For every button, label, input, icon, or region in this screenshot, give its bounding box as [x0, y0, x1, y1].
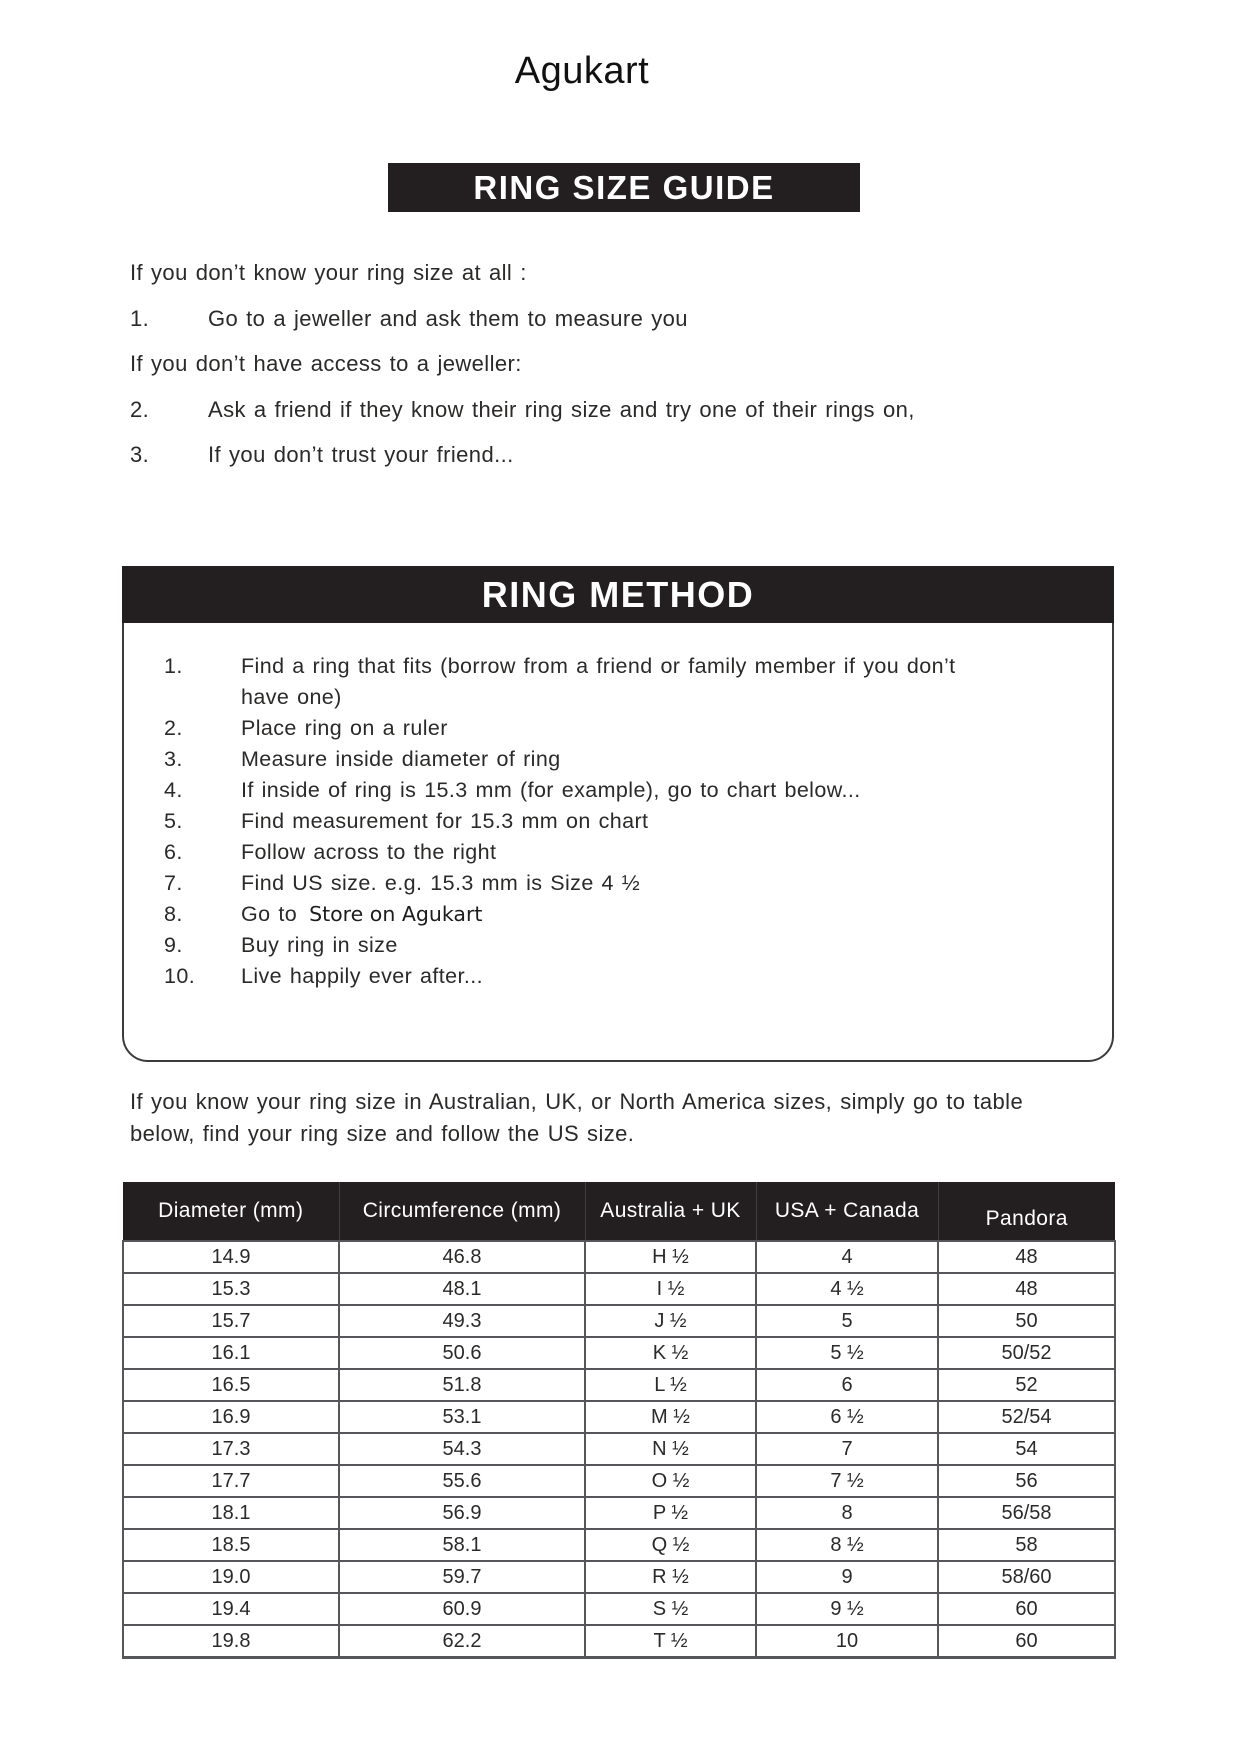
table-row	[123, 1305, 1115, 1337]
diameter-cell: 19.8	[123, 1625, 339, 1658]
pandora-cell: 52	[938, 1369, 1115, 1401]
step-text	[241, 961, 483, 992]
step-number: 6.	[164, 840, 183, 864]
store-on-agukart-link[interactable]: Store on Agukart	[309, 902, 483, 926]
step-number: 7.	[164, 871, 183, 895]
diameter-cell: 17.7	[123, 1465, 339, 1497]
circumference-cell: 51.8	[339, 1369, 585, 1401]
diameter-cell: 15.3	[123, 1273, 339, 1305]
australia-uk-cell: K ½	[585, 1337, 756, 1369]
step-text-main: Live happily ever after...	[241, 964, 483, 988]
method-step	[164, 775, 1088, 806]
diameter-cell: 17.3	[123, 1433, 339, 1465]
table-row	[123, 1401, 1115, 1433]
usa-canada-cell: 7	[756, 1433, 938, 1465]
intro-section	[130, 250, 1180, 478]
step-text	[241, 713, 448, 744]
table-row	[123, 1497, 1115, 1529]
diameter-cell: 18.1	[123, 1497, 339, 1529]
method-step	[164, 651, 1088, 713]
table-header-cell: Diameter (mm)	[123, 1182, 339, 1241]
circumference-cell: 59.7	[339, 1561, 585, 1593]
intro-line-text: If you don’t know your ring size at all :	[130, 260, 527, 285]
intro-line-text: If you don’t have access to a jeweller:	[130, 351, 522, 376]
usa-canada-cell: 6 ½	[756, 1401, 938, 1433]
australia-uk-cell: M ½	[585, 1401, 756, 1433]
step-text-main: Place ring on a ruler	[241, 716, 448, 740]
method-step	[164, 961, 1088, 992]
method-step	[164, 930, 1088, 961]
step-text-main: Find measurement for 15.3 mm on chart	[241, 809, 649, 833]
step-text-main: Follow across to the right	[241, 840, 497, 864]
australia-uk-cell: J ½	[585, 1305, 756, 1337]
intro-line	[130, 432, 1180, 478]
circumference-cell: 58.1	[339, 1529, 585, 1561]
table-header-cell: Australia + UK	[585, 1182, 756, 1241]
pandora-cell: 54	[938, 1433, 1115, 1465]
table-row	[123, 1433, 1115, 1465]
intro-line-text: If you don’t trust your friend...	[208, 442, 514, 467]
list-number: 2.	[130, 396, 150, 422]
australia-uk-cell: Q ½	[585, 1529, 756, 1561]
usa-canada-cell: 8	[756, 1497, 938, 1529]
diameter-cell: 15.7	[123, 1305, 339, 1337]
step-number: 9.	[164, 933, 183, 957]
circumference-cell: 49.3	[339, 1305, 585, 1337]
pandora-cell: 58	[938, 1529, 1115, 1561]
step-number: 2.	[164, 716, 183, 740]
usa-canada-cell: 7 ½	[756, 1465, 938, 1497]
step-number: 8.	[164, 902, 183, 926]
usa-canada-cell: 5 ½	[756, 1337, 938, 1369]
usa-canada-cell: 9	[756, 1561, 938, 1593]
table-header-cell: Pandora	[938, 1182, 1115, 1241]
pandora-cell: 60	[938, 1593, 1115, 1625]
circumference-cell: 46.8	[339, 1241, 585, 1273]
circumference-cell: 48.1	[339, 1273, 585, 1305]
method-step	[164, 837, 1088, 868]
table-row	[123, 1465, 1115, 1497]
table-row	[123, 1593, 1115, 1625]
diameter-cell: 16.1	[123, 1337, 339, 1369]
intro-line	[130, 250, 1180, 296]
step-text-main: Go to	[241, 902, 298, 926]
step-number: 3.	[164, 747, 183, 771]
pandora-cell: 50/52	[938, 1337, 1115, 1369]
ring-size-table-header	[123, 1182, 1115, 1241]
intro-line	[130, 387, 1180, 433]
step-text-main: Measure inside diameter of ring	[241, 747, 561, 771]
australia-uk-cell: L ½	[585, 1369, 756, 1401]
ring-method-box	[122, 566, 1114, 1062]
pandora-cell: 56	[938, 1465, 1115, 1497]
step-text	[241, 930, 398, 961]
step-number: 10.	[164, 964, 196, 988]
method-step	[164, 713, 1088, 744]
australia-uk-cell: P ½	[585, 1497, 756, 1529]
step-number: 1.	[164, 654, 183, 678]
table-row	[123, 1241, 1115, 1273]
pandora-cell: 60	[938, 1625, 1115, 1658]
usa-canada-cell: 4	[756, 1241, 938, 1273]
diameter-cell: 18.5	[123, 1529, 339, 1561]
brand-title: Agukart	[514, 50, 650, 92]
australia-uk-cell: I ½	[585, 1273, 756, 1305]
australia-uk-cell: H ½	[585, 1241, 756, 1273]
step-text	[241, 899, 482, 930]
diameter-cell: 16.9	[123, 1401, 339, 1433]
australia-uk-cell: T ½	[585, 1625, 756, 1658]
table-row	[123, 1369, 1115, 1401]
circumference-cell: 55.6	[339, 1465, 585, 1497]
pandora-cell: 50	[938, 1305, 1115, 1337]
pandora-cell: 48	[938, 1273, 1115, 1305]
pandora-cell: 58/60	[938, 1561, 1115, 1593]
diameter-cell: 19.4	[123, 1593, 339, 1625]
ring-size-guide-banner	[388, 163, 860, 212]
australia-uk-cell: O ½	[585, 1465, 756, 1497]
ring-method-banner-label: RING METHOD	[481, 573, 755, 615]
step-text-main: If inside of ring is 15.3 mm (for example), go to chart below...	[241, 778, 861, 802]
method-step	[164, 744, 1088, 775]
table-header-cell: Circumference (mm)	[339, 1182, 585, 1241]
usa-canada-cell: 8 ½	[756, 1529, 938, 1561]
step-number: 5.	[164, 809, 183, 833]
intro-line-text: Go to a jeweller and ask them to measure you	[208, 305, 688, 331]
table-row	[123, 1561, 1115, 1593]
method-step	[164, 806, 1088, 837]
intro-line	[130, 296, 1180, 342]
ring-method-banner	[122, 566, 1114, 623]
step-text	[241, 651, 966, 713]
diameter-cell: 16.5	[123, 1369, 339, 1401]
step-text	[241, 837, 496, 868]
pandora-cell: 56/58	[938, 1497, 1115, 1529]
australia-uk-cell: N ½	[585, 1433, 756, 1465]
australia-uk-cell: S ½	[585, 1593, 756, 1625]
ring-size-table	[122, 1182, 1116, 1659]
ring-size-guide-banner-label: RING SIZE GUIDE	[473, 168, 775, 206]
intro-line	[130, 341, 1180, 387]
circumference-cell: 54.3	[339, 1433, 585, 1465]
method-step	[164, 899, 1088, 930]
step-text-main: Buy ring in size	[241, 933, 398, 957]
usa-canada-cell: 9 ½	[756, 1593, 938, 1625]
list-number: 3.	[130, 442, 150, 467]
step-text-main: Find a ring that fits (borrow from a friend or family member if you don’t have one)	[241, 654, 956, 709]
usa-canada-cell: 5	[756, 1305, 938, 1337]
step-text-main: Find US size. e.g. 15.3 mm is Size 4 ½	[241, 871, 641, 895]
size-table-intro-paragraph: If you know your ring size in Australian, UK, or North America sizes, simply go to table below, find your ring size and follow the US size.	[130, 1089, 1024, 1146]
step-text	[241, 868, 640, 899]
table-header-cell: USA + Canada	[756, 1182, 938, 1241]
method-steps-list	[164, 651, 1088, 992]
list-number: 1.	[130, 305, 150, 331]
intro-line-text: Ask a friend if they know their ring size and try one of their rings on,	[208, 396, 915, 422]
usa-canada-cell: 10	[756, 1625, 938, 1658]
usa-canada-cell: 6	[756, 1369, 938, 1401]
circumference-cell: 62.2	[339, 1625, 585, 1658]
pandora-cell: 52/54	[938, 1401, 1115, 1433]
circumference-cell: 60.9	[339, 1593, 585, 1625]
step-text	[241, 744, 561, 775]
diameter-cell: 14.9	[123, 1241, 339, 1273]
circumference-cell: 50.6	[339, 1337, 585, 1369]
circumference-cell: 53.1	[339, 1401, 585, 1433]
table-row	[123, 1529, 1115, 1561]
step-number: 4.	[164, 778, 183, 802]
table-row	[123, 1273, 1115, 1305]
step-text	[241, 775, 861, 806]
diameter-cell: 19.0	[123, 1561, 339, 1593]
australia-uk-cell: R ½	[585, 1561, 756, 1593]
usa-canada-cell: 4 ½	[756, 1273, 938, 1305]
ring-size-table-body	[123, 1241, 1115, 1658]
pandora-cell: 48	[938, 1241, 1115, 1273]
method-step	[164, 868, 1088, 899]
circumference-cell: 56.9	[339, 1497, 585, 1529]
step-text	[241, 806, 648, 837]
table-row	[123, 1625, 1115, 1658]
table-row	[123, 1337, 1115, 1369]
